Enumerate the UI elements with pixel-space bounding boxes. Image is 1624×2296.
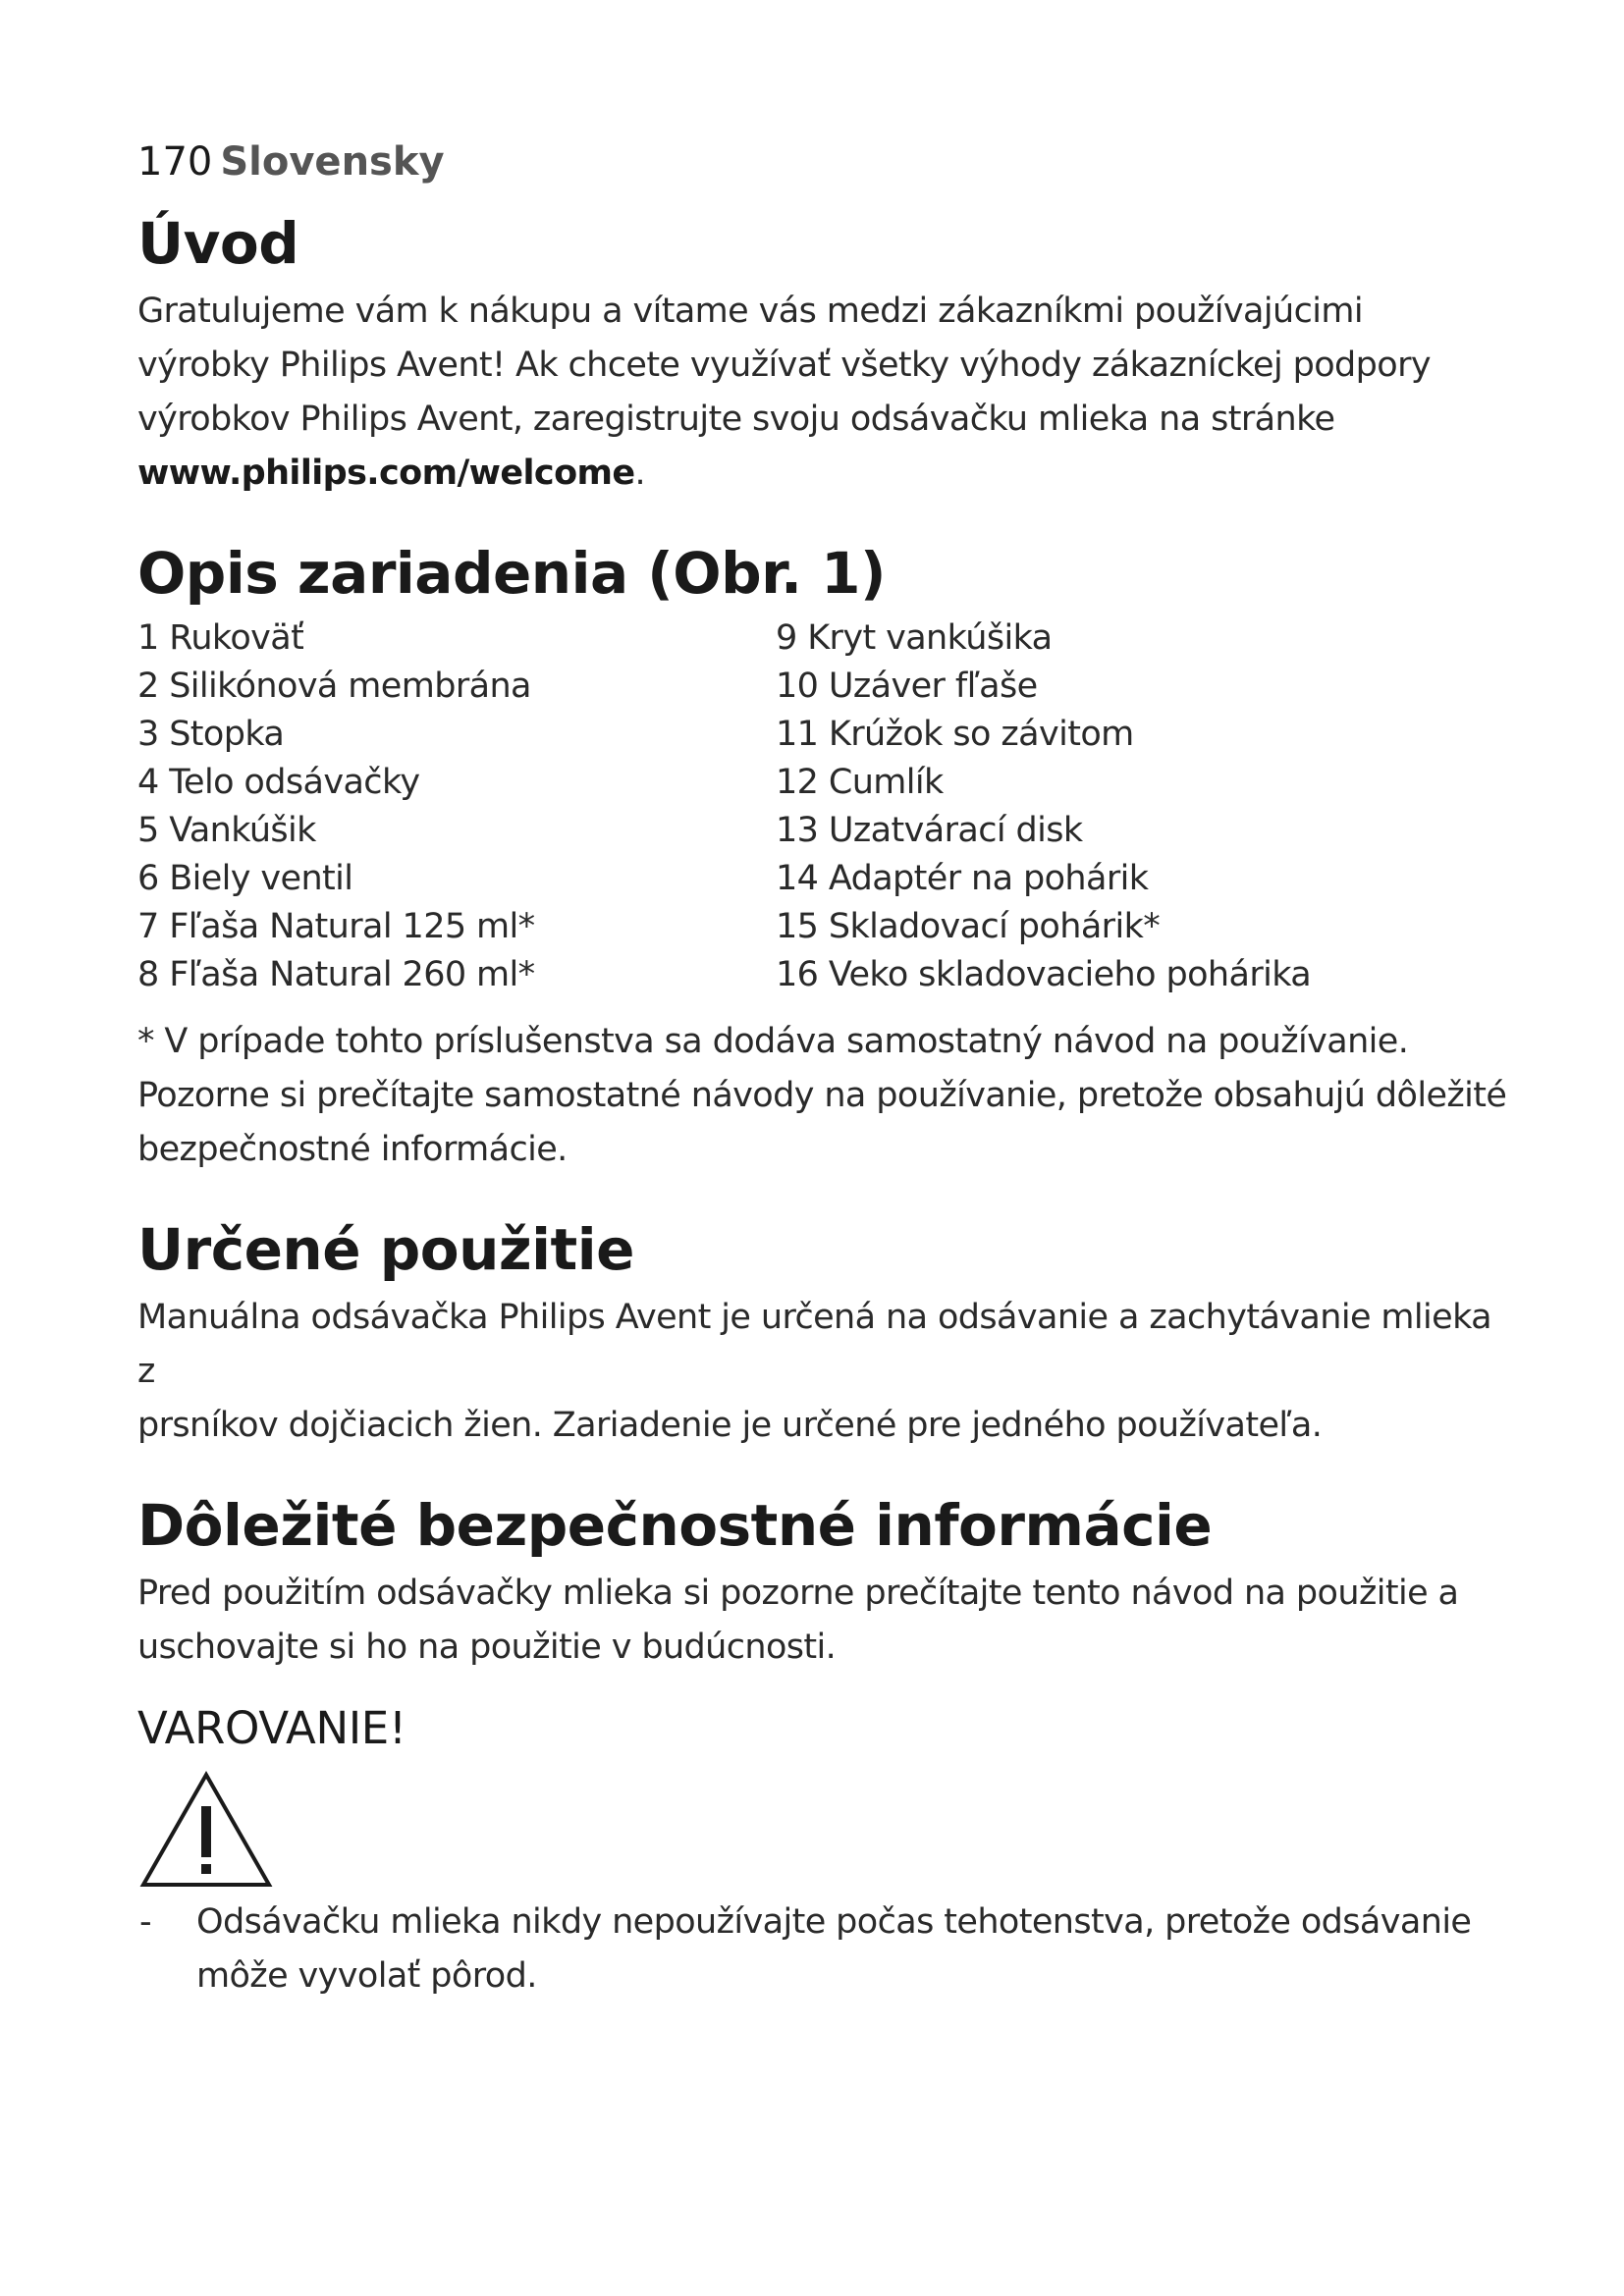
parts-list xyxy=(137,614,1512,999)
warning-bullet-text: Odsávačku mlieka nikdy nepoužívajte počas tehotenstva, pretože odsávanie môže vyvolať pôrod. xyxy=(196,1902,1472,1996)
description-title: Opis zariadenia (Obr. 1) xyxy=(137,540,887,607)
accessories-note: * V prípade tohto príslušenstva sa dodáva samostatný návod na používanie. Pozorne si prečítajte samostatné návody na používanie, pretože obsahujú dôležité bezpečnostné informácie. xyxy=(137,1022,1507,1169)
safety-text: Pred použitím odsávačky mlieka si pozorne prečítajte tento návod na použitie a uschovajte si ho na použitie v budúcnosti. xyxy=(137,1574,1459,1667)
url-suffix: . xyxy=(634,454,646,493)
part-item: 10 Uzáver fľaše xyxy=(776,667,1038,706)
intro-text: Gratulujeme vám k nákupu a vítame vás medzi zákazníkmi používajúcimi výrobky Philips Avent! Ak chcete využívať všetky výhody zákazníckej podpory výrobkov Philips Avent, zaregistrujte svoju odsávačku mlieka na stránke xyxy=(137,292,1431,439)
part-item: 15 Skladovací pohárik* xyxy=(776,907,1161,946)
page-header xyxy=(137,137,1512,187)
warning-triangle-icon xyxy=(137,1769,275,1892)
safety-title: Dôležité bezpečnostné informácie xyxy=(137,1492,1213,1559)
part-item: 9 Kryt vankúšika xyxy=(776,618,1053,658)
intro-title: Úvod xyxy=(137,210,299,277)
intended-use-section xyxy=(137,1216,1512,1453)
warning-title: VAROVANIE! xyxy=(137,1702,406,1754)
part-item: 8 Fľaša Natural 260 ml* xyxy=(137,955,535,994)
part-item: 16 Veko skladovacieho pohárika xyxy=(776,955,1312,994)
part-item: 4 Telo odsávačky xyxy=(137,763,420,802)
description-section xyxy=(137,540,1512,1177)
warning-bullet xyxy=(137,1896,1512,2003)
part-item: 6 Biely ventil xyxy=(137,859,353,898)
intended-use-text: Manuálna odsávačka Philips Avent je určená na odsávanie a zachytávanie mlieka z prsníkov dojčiacich žien. Zariadenie je určené pre jedného používateľa. xyxy=(137,1298,1492,1445)
page-number: 170 xyxy=(137,139,213,185)
part-item: 11 Krúžok so závitom xyxy=(776,715,1134,754)
part-item: 2 Silikónová membrána xyxy=(137,667,531,706)
welcome-link[interactable]: www.philips.com/welcome xyxy=(137,454,635,493)
intended-use-title: Určené použitie xyxy=(137,1216,634,1283)
language-label: Slovensky xyxy=(220,139,445,185)
document-page xyxy=(137,137,1512,2003)
intro-url-line xyxy=(137,447,1512,501)
safety-section xyxy=(137,1492,1512,2003)
part-item: 7 Fľaša Natural 125 ml* xyxy=(137,907,535,946)
part-item: 3 Stopka xyxy=(137,715,285,754)
part-item: 13 Uzatvárací disk xyxy=(776,811,1083,850)
part-item: 1 Rukoväť xyxy=(137,618,304,658)
part-item: 12 Cumlík xyxy=(776,763,944,802)
intro-section xyxy=(137,210,1512,501)
bullet-dash: - xyxy=(139,1902,152,1942)
part-item: 5 Vankúšik xyxy=(137,811,316,850)
part-item: 14 Adaptér na pohárik xyxy=(776,859,1149,898)
